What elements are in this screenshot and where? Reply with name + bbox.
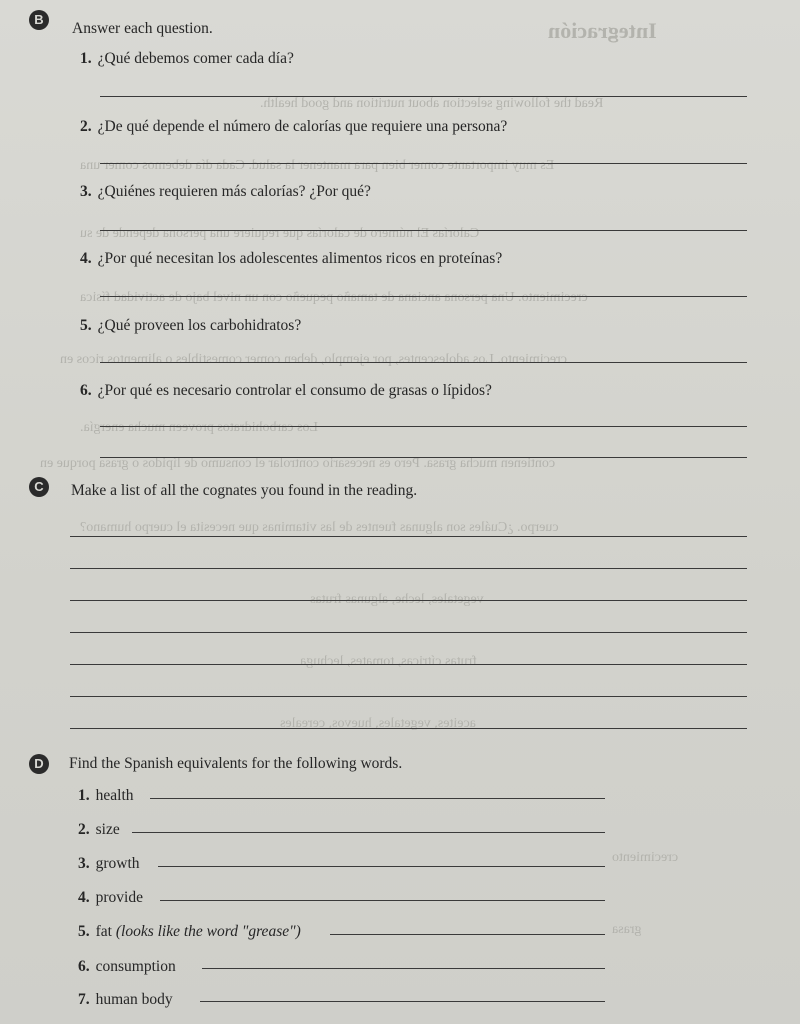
vocab-answer-line-7[interactable]: [200, 1001, 605, 1002]
question-text: ¿De qué depende el número de calorías que requiere una persona?: [97, 118, 508, 135]
question-number: 4.: [80, 250, 92, 267]
vocab-item-5: [78, 923, 301, 941]
section-c-instruction: Make a list of all the cognates you found in the reading.: [71, 482, 418, 499]
question-number: 1.: [80, 50, 92, 67]
show-through-text: Es muy importante comer bien para mantener la salud. Cada día debemos comer una: [80, 158, 555, 173]
question-text: ¿Qué proveen los carbohidratos?: [97, 317, 302, 334]
show-through-text: Calorías El número de calorías que requiere una persona depende de su: [80, 226, 480, 241]
vocab-item-6: [78, 958, 176, 976]
question-5: [80, 317, 301, 335]
vocab-answer-line-5[interactable]: [330, 934, 605, 935]
vocab-item-2: [78, 821, 120, 839]
question-1: [80, 50, 294, 68]
answer-line-6b[interactable]: [100, 457, 747, 458]
cognate-line-7[interactable]: [70, 728, 747, 729]
show-through-text: contienen mucha grasa. Pero es necesario controlar el consumo de lípidos o grasa porque en: [40, 456, 556, 471]
cognate-line-3[interactable]: [70, 600, 747, 601]
show-through-text: grasa: [612, 922, 642, 937]
question-number: 2.: [80, 118, 92, 135]
vocab-number: 6.: [78, 958, 90, 975]
vocab-number: 7.: [78, 991, 90, 1008]
show-through-text: crecimiento. Una persona anciana de tamaño pequeño con un nivel bajo de actividad física: [80, 290, 588, 305]
section-d-instruction: Find the Spanish equivalents for the following words.: [69, 755, 403, 772]
question-2: [80, 118, 507, 136]
cognate-line-6[interactable]: [70, 696, 747, 697]
vocab-answer-line-2[interactable]: [132, 832, 605, 833]
vocab-word: consumption: [95, 958, 176, 975]
question-number: 6.: [80, 382, 92, 399]
vocab-answer-line-3[interactable]: [158, 866, 605, 867]
vocab-word: provide: [95, 889, 143, 906]
show-through-text: frutas cítricas, tomates, lechuga: [300, 654, 477, 669]
answer-line-2[interactable]: [100, 163, 747, 164]
vocab-number: 4.: [78, 889, 90, 906]
show-through-text: aceites, vegetales, huevos, cereales: [280, 716, 476, 731]
question-3: [80, 183, 371, 201]
section-b-instruction: Answer each question.: [72, 20, 213, 37]
question-4: [80, 250, 502, 268]
vocab-item-7: [78, 991, 173, 1009]
vocab-number: 3.: [78, 855, 90, 872]
show-through-text: crecimiento: [612, 850, 679, 865]
answer-line-3[interactable]: [100, 230, 747, 231]
vocab-word: fat: [95, 923, 112, 940]
question-text: ¿Por qué necesitan los adolescentes alimentos ricos en proteínas?: [97, 250, 503, 267]
show-through-text: cuerpo. ¿Cuáles son algunas fuentes de las vitaminas que necesita el cuerpo humano?: [80, 520, 559, 535]
cognate-line-1[interactable]: [70, 536, 747, 537]
section-d-badge: D: [29, 754, 49, 774]
vocab-item-1: [78, 787, 134, 805]
answer-line-6a[interactable]: [100, 426, 747, 427]
answer-line-1[interactable]: [100, 96, 747, 97]
vocab-item-4: [78, 889, 143, 907]
question-6: [80, 382, 492, 400]
show-through-text: Read the following selection about nutrition and good health.: [260, 96, 604, 111]
vocab-word: growth: [95, 855, 140, 872]
vocab-word: size: [95, 821, 120, 838]
vocab-item-3: [78, 855, 140, 873]
vocab-number: 5.: [78, 923, 90, 940]
vocab-word: health: [95, 787, 134, 804]
question-number: 5.: [80, 317, 92, 334]
vocab-answer-line-6[interactable]: [202, 968, 605, 969]
question-text: ¿Por qué es necesario controlar el consumo de grasas o lípidos?: [97, 382, 492, 399]
question-text: ¿Qué debemos comer cada día?: [97, 50, 294, 67]
vocab-note: (looks like the word "grease"): [115, 923, 301, 940]
show-through-text: crecimiento. Los adolescentes, por ejemplo, deben comer comestibles o alimentos ricos en: [60, 352, 567, 367]
section-c-badge: C: [29, 477, 49, 497]
show-through-text: vegetales, leche, algunas frutas: [310, 592, 484, 607]
show-through-text: Integración: [548, 18, 657, 43]
vocab-answer-line-4[interactable]: [160, 900, 605, 901]
vocab-word: human body: [95, 991, 173, 1008]
cognate-line-5[interactable]: [70, 664, 747, 665]
vocab-number: 2.: [78, 821, 90, 838]
section-b-badge: B: [29, 10, 49, 30]
question-text: ¿Quiénes requieren más calorías? ¿Por qué?: [97, 183, 371, 200]
show-through-text: Los carbohidratos proveen mucha energía.: [80, 420, 319, 435]
cognate-line-2[interactable]: [70, 568, 747, 569]
cognate-line-4[interactable]: [70, 632, 747, 633]
question-number: 3.: [80, 183, 92, 200]
vocab-number: 1.: [78, 787, 90, 804]
vocab-answer-line-1[interactable]: [150, 798, 605, 799]
answer-line-4[interactable]: [100, 296, 747, 297]
answer-line-5[interactable]: [100, 362, 747, 363]
